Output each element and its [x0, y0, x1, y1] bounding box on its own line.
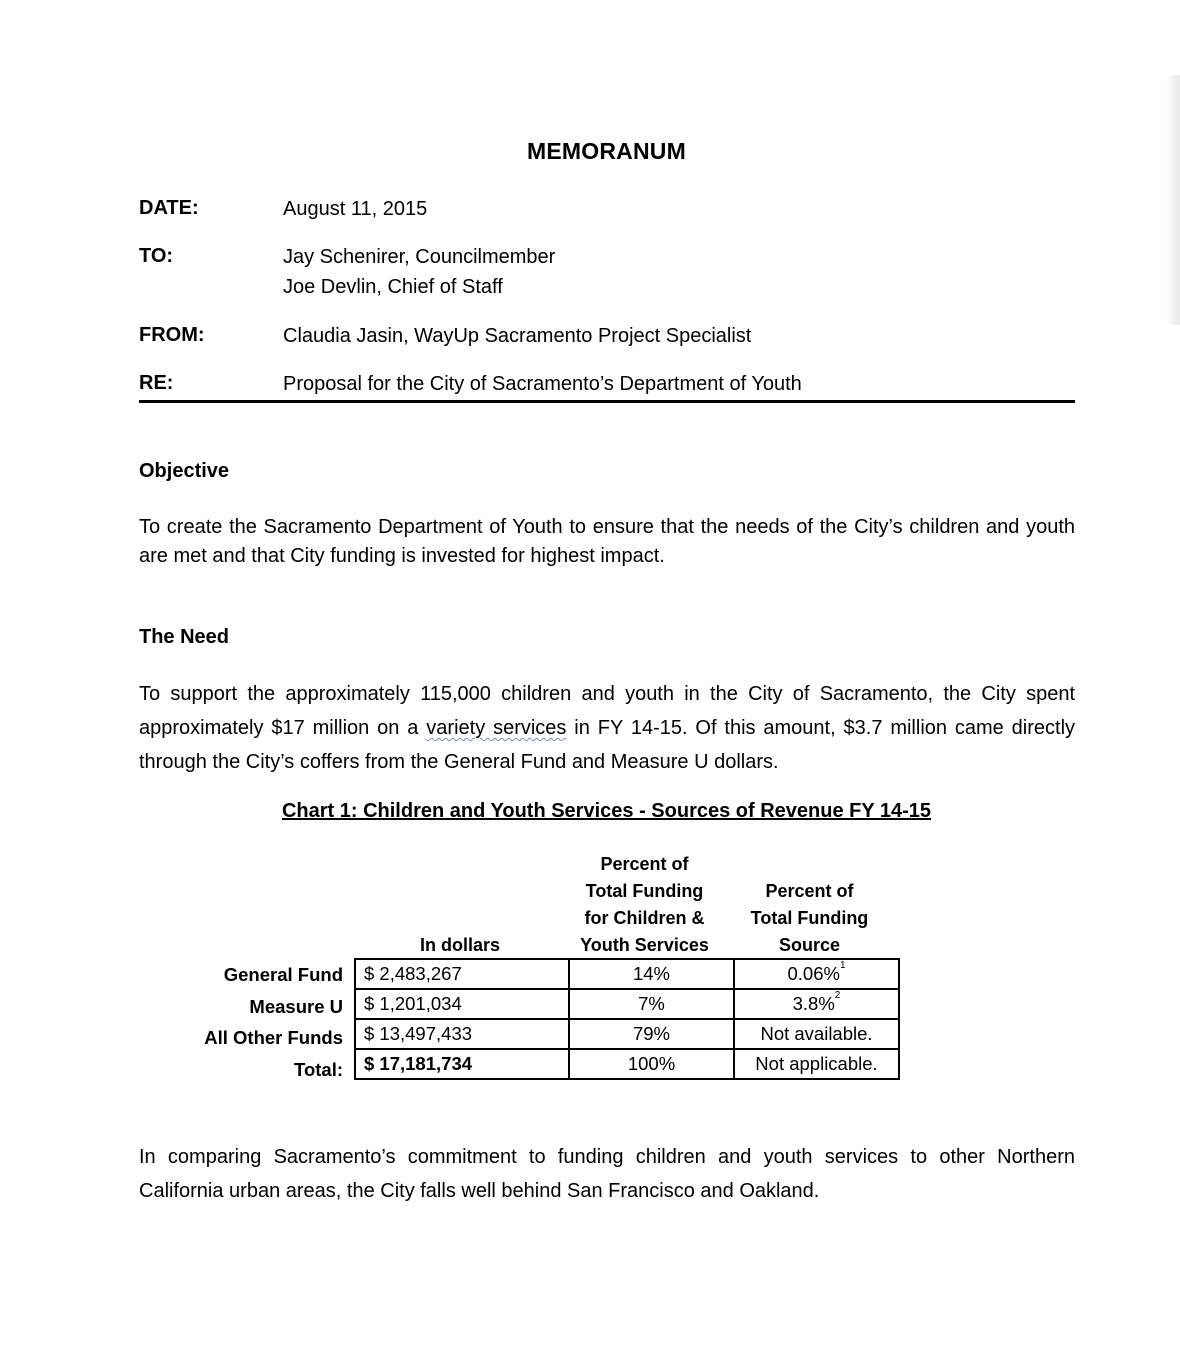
from-label: FROM:: [139, 324, 205, 346]
cell-pct-children: 7%: [569, 989, 734, 1019]
row-label-general-fund: General Fund: [223, 964, 343, 985]
cell-pct-children: 100%: [569, 1049, 734, 1079]
to-recipient-2: Joe Devlin, Chief of Staff: [283, 276, 503, 298]
column-header-pct-children: [562, 851, 727, 959]
cell-pct-children: 14%: [569, 959, 734, 989]
date-label: DATE:: [139, 197, 199, 219]
need-paragraph: [139, 677, 1075, 779]
pct-source-value: 3.8%: [792, 993, 835, 1014]
column-header-line: for Children &: [584, 908, 705, 928]
cell-pct-children: 79%: [569, 1019, 734, 1049]
spellcheck-flagged-phrase[interactable]: variety services: [426, 717, 567, 739]
row-label-measure-u: Measure U: [249, 996, 343, 1017]
column-header-line: Total Funding: [750, 908, 869, 928]
chart-title: Chart 1: Children and Youth Services - Sources of Revenue FY 14-15: [281, 800, 932, 822]
cell-pct-source: Not available.: [734, 1019, 899, 1049]
row-label-total: Total:: [294, 1059, 343, 1080]
need-heading: The Need: [139, 626, 230, 648]
row-label-all-other-funds: All Other Funds: [204, 1027, 343, 1048]
to-label: TO:: [139, 245, 174, 267]
comparison-paragraph: In comparing Sacramento’s commitment to funding children and youth services to other Northern California urban areas, the City falls well behind San Francisco and Oakland.: [139, 1146, 1075, 1202]
column-header-pct-source: [727, 878, 892, 959]
column-header-line: In dollars: [419, 935, 500, 955]
table-row-total: [355, 1049, 899, 1079]
page-edge-shadow: [1166, 75, 1180, 325]
cell-pct-source: [734, 959, 899, 989]
cell-dollars: $ 2,483,267: [355, 959, 569, 989]
date-value: August 11, 2015: [283, 198, 428, 220]
to-recipient-1: Jay Schenirer, Councilmember: [283, 246, 556, 268]
column-header-line: Percent of: [765, 881, 854, 901]
objective-heading: Objective: [139, 460, 230, 482]
column-header-dollars: [358, 932, 562, 959]
table-row: [355, 989, 899, 1019]
footnote-marker: 1: [839, 960, 846, 971]
cell-pct-source: [734, 989, 899, 1019]
table-row: [355, 1019, 899, 1049]
cell-pct-source: Not applicable.: [734, 1049, 899, 1079]
pct-source-value: 0.06%: [787, 963, 840, 984]
cell-dollars: $ 13,497,433: [355, 1019, 569, 1049]
table-row: [355, 959, 899, 989]
re-label: RE:: [139, 372, 174, 394]
cell-dollars: $ 1,201,034: [355, 989, 569, 1019]
objective-paragraph: To create the Sacramento Department of Youth to ensure that the needs of the City’s children and youth are met and that City funding is invested for highest impact.: [139, 516, 1075, 567]
cell-dollars-total: $ 17,181,734: [355, 1049, 569, 1079]
from-value: Claudia Jasin, WayUp Sacramento Project Specialist: [283, 325, 752, 347]
need-text-before: To support the approximately 115,000 children and youth in the City of Sacramento, the City spent approximately $17 million on a: [139, 683, 1075, 739]
header-divider: [139, 400, 1075, 403]
column-header-line: Youth Services: [580, 935, 709, 955]
column-header-line: Total Funding: [585, 881, 704, 901]
footnote-marker: 2: [834, 990, 841, 1001]
column-header-line: Percent of: [600, 854, 689, 874]
re-value: Proposal for the City of Sacramento’s Department of Youth: [283, 373, 802, 395]
memo-title: MEMORANUM: [527, 138, 686, 164]
column-header-line: Source: [778, 935, 841, 955]
need-text-after: in FY 14-15. Of this amount, $3.7 million came directly through the City’s coffers from the General Fund and Measure U dollars.: [139, 717, 1076, 773]
revenue-table: [354, 958, 900, 1080]
